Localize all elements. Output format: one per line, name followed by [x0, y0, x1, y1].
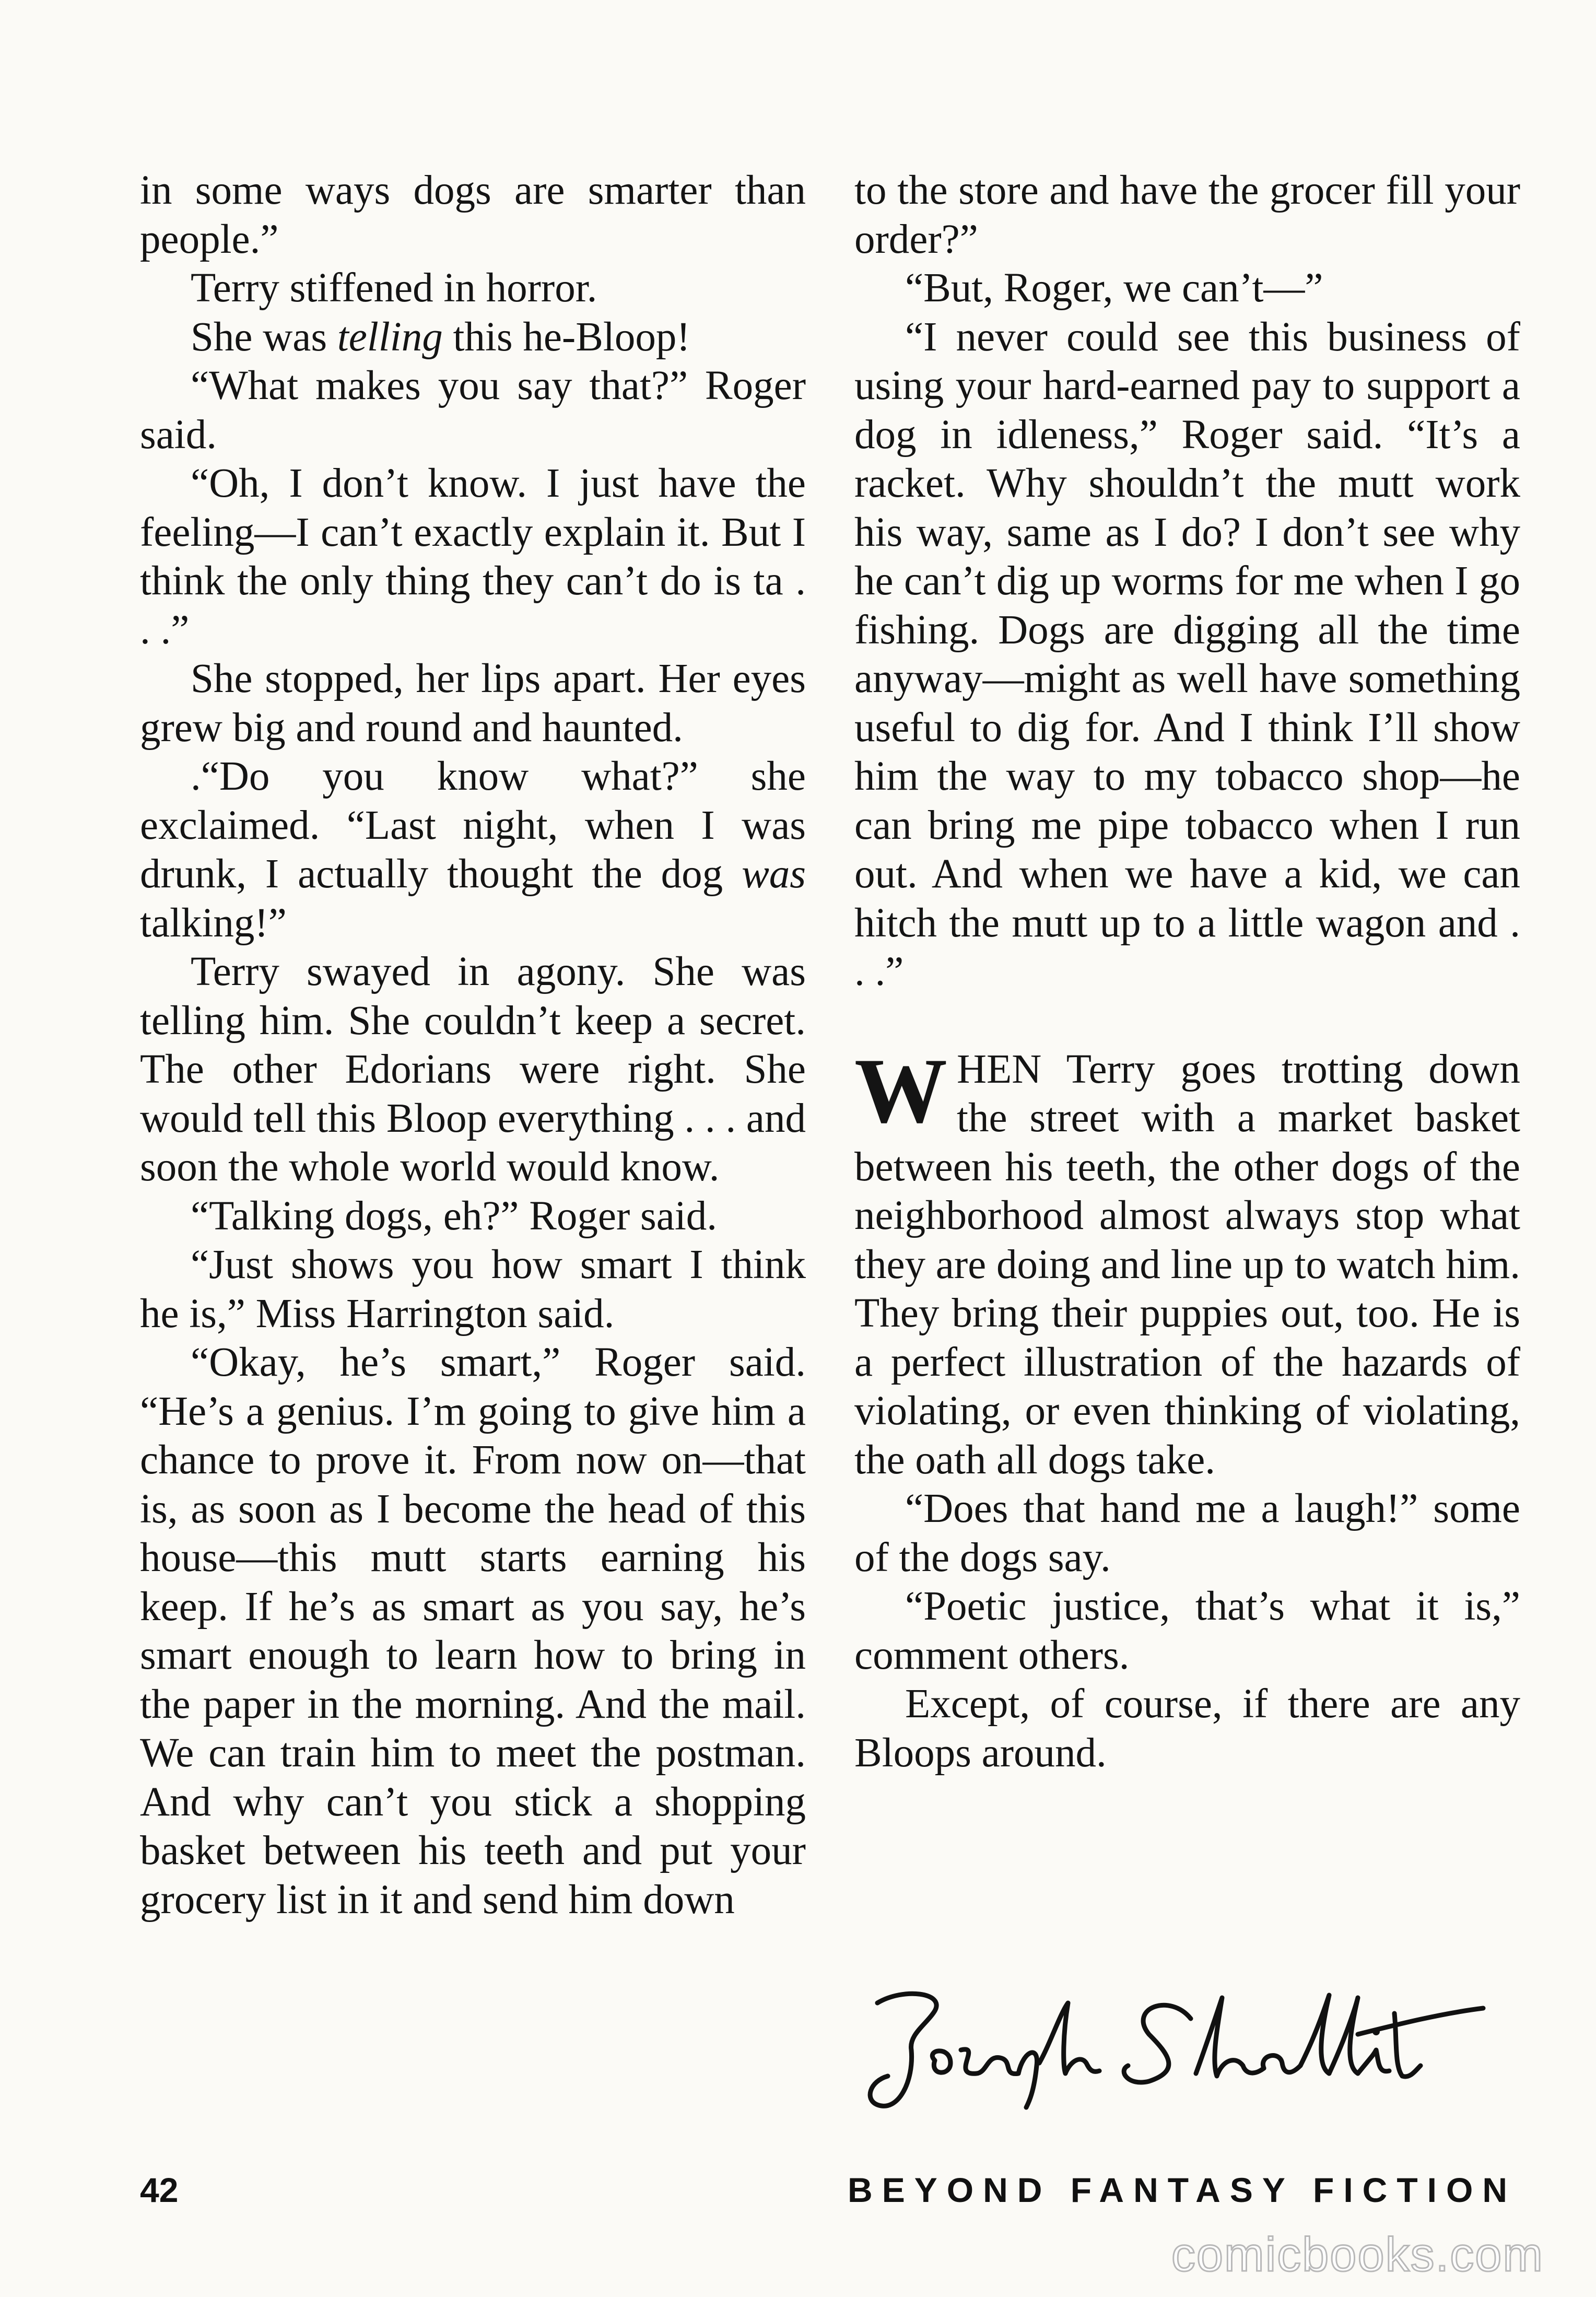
- watermark: comicbooks.com: [1171, 2228, 1544, 2281]
- paragraph: “Poetic justice, that’s what it is,” comment others.: [854, 1584, 1520, 1678]
- paragraph: “Just shows you how smart I think he is,” Miss Harrington said.: [140, 1242, 806, 1337]
- right-column: [854, 166, 1520, 1777]
- paragraph: “Okay, he’s smart,” Roger said. “He’s a genius. I’m going to give him a chance to prove it. From now on—that is, as soon as I become the head of this house—this mutt starts earning his keep. If he’s as smart as you say, he’s smart enough to learn how to bring in the paper in the morning. And the mail. We can train him to meet the postman. And why can’t you stick a shopping basket between his teeth and put your grocery list in it and send him down: [140, 1340, 806, 1923]
- paragraph: “I never could see this business of using your hard-earned pay to support a dog in idleness,” Roger said. “It’s a racket. Why shouldn’t the mutt work his way, same as I do? I don’t see why he can’t dig up worms for me when I go fishing. Dogs are digging all the time anyway—might as well have something useful to dig for. And I think I’ll show him the way to my tobacco shop—he can bring me pipe tobacco when I run out. And when we have a kid, we can hitch the mutt up to a little wagon and . . .”: [854, 314, 1520, 994]
- paragraph: .“Do you know what?” she exclaimed. “Last night, when I was drunk, I actually thought the dog was talking!”: [140, 754, 806, 946]
- paragraph: “What makes you say that?” Roger said.: [140, 363, 806, 458]
- paragraph: “Does that hand me a laugh!” some of the dogs say.: [854, 1486, 1520, 1580]
- section-opening-paragraph: WHEN Terry goes trotting down the street with a market basket between his teeth, the other dogs of the neighborhood almost always stop what they are doing and line up to watch him. They bring their puppies out, too. He is a perfect illustration of the hazards of violating, or even thinking of violating, the oath all dogs take.: [854, 1038, 1520, 1483]
- emphasis: was: [742, 851, 806, 897]
- left-column: [140, 166, 806, 1924]
- paragraph: “Oh, I don’t know. I just have the feeling—I can’t exactly explain it. But I think the only thing they can’t do is ta . . .”: [140, 461, 806, 653]
- paragraph: Except, of course, if there are any Bloops around.: [854, 1681, 1520, 1776]
- small-caps-word: HEN: [957, 1046, 1042, 1092]
- paragraph: She stopped, her lips apart. Her eyes grew big and round and haunted.: [140, 656, 806, 751]
- magazine-title: BEYOND FANTASY FICTION: [848, 2171, 1517, 2209]
- emphasis: telling: [337, 314, 443, 360]
- author-signature: [856, 1972, 1499, 2128]
- drop-cap: W: [854, 1038, 947, 1142]
- paragraph: to the store and have the grocer fill your order?”: [854, 168, 1520, 262]
- paragraph: “Talking dogs, eh?” Roger said.: [191, 1193, 718, 1239]
- paragraph: Terry stiffened in horror.: [191, 265, 597, 311]
- paragraph: She was telling this he-Bloop!: [191, 314, 690, 360]
- page-number: 42: [140, 2171, 179, 2209]
- paragraph: “But, Roger, we can’t—”: [905, 265, 1323, 311]
- paragraph: in some ways dogs are smarter than people.”: [140, 168, 806, 262]
- paragraph: Terry swayed in agony. She was telling him. She couldn’t keep a secret. The other Edorians were right. She would tell this Bloop everything . . . and soon the whole world would know.: [140, 949, 806, 1190]
